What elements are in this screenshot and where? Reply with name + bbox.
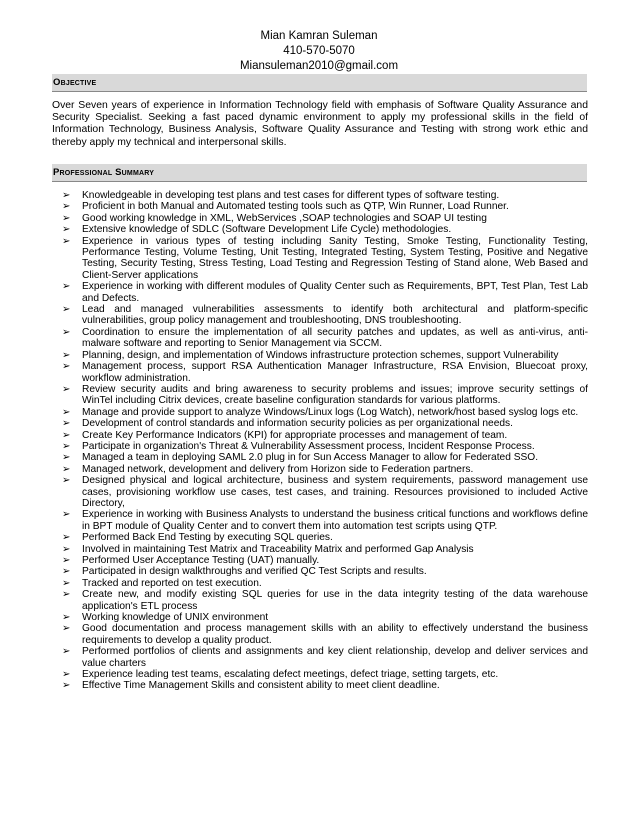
- summary-list-item: [52, 464, 588, 475]
- arrow-bullet-icon: ➢: [62, 235, 71, 247]
- summary-item-text: Extensive knowledge of SDLC (Software Development Life Cycle) methodologies.: [82, 224, 452, 236]
- arrow-bullet-icon: ➢: [62, 190, 71, 201]
- summary-list-item: [52, 578, 588, 589]
- arrow-bullet-icon: ➢: [62, 452, 71, 464]
- summary-item-text: Good working knowledge in XML, WebServices ,SOAP technologies and SOAP UI testing: [82, 212, 487, 224]
- summary-item-text: Performed portfolios of clients and assignments and key client relationship, develop and deliver services and value charters: [82, 646, 588, 669]
- summary-list-item: [52, 190, 588, 201]
- summary-item-text: Involved in maintaining Test Matrix and Traceability Matrix and performed Gap Analysis: [82, 543, 474, 555]
- summary-item-text: Development of control standards and information security policies as per organizational needs.: [82, 418, 513, 430]
- summary-item-text: Management process, support RSA Authentication Manager Infrastructure, RSA Envision, Bluecoat proxy, workflow administration.: [82, 361, 588, 384]
- summary-item-text: Proficient in both Manual and Automated testing tools such as QTP, Win Runner, Load Runner.: [82, 201, 509, 213]
- arrow-bullet-icon: ➢: [62, 212, 71, 224]
- summary-list-item: [52, 669, 588, 680]
- summary-item-text: Participated in design walkthroughs and verified QC Test Scripts and results.: [82, 566, 427, 578]
- summary-list-item: [52, 566, 588, 577]
- summary-item-text: Manage and provide support to analyze Windows/Linux logs (Log Watch), network/host based syslog logs etc.: [82, 406, 579, 418]
- summary-item-text: Tracked and reported on test execution.: [82, 577, 262, 589]
- summary-item-text: Create Key Performance Indicators (KPI) for appropriate processes and management of team.: [82, 429, 508, 441]
- arrow-bullet-icon: ➢: [62, 418, 71, 430]
- arrow-bullet-icon: ➢: [62, 555, 71, 566]
- summary-item-text: Good documentation and process management skills with an ability to effectively understand the business requirements to develop a quality product.: [82, 623, 588, 646]
- summary-list-item: [52, 350, 588, 361]
- summary-item-text: Managed a team in deploying SAML 2.0 plug in for Sun Access Manager to allow for Federated SSO.: [82, 452, 539, 464]
- arrow-bullet-icon: ➢: [62, 463, 71, 475]
- arrow-bullet-icon: ➢: [62, 281, 71, 293]
- summary-list-item: [52, 236, 588, 282]
- resume-header: [0, 0, 638, 74]
- summary-item-text: Experience in working with Business Analysts to understand the business critical functions and workflows define in BPT module of Quality Center and to convert them into automation test scripts using QTP.: [82, 509, 588, 532]
- summary-list-item: [52, 418, 588, 429]
- arrow-bullet-icon: ➢: [62, 623, 71, 635]
- summary-item-text: Knowledgeable in developing test plans and test cases for different types of software testing.: [82, 190, 500, 201]
- arrow-bullet-icon: ➢: [62, 532, 71, 544]
- arrow-bullet-icon: ➢: [62, 589, 71, 601]
- arrow-bullet-icon: ➢: [62, 509, 71, 521]
- summary-heading: Professional Summary: [53, 167, 155, 178]
- summary-item-text: Performed User Acceptance Testing (UAT) manually.: [82, 555, 320, 566]
- summary-list-item: [52, 384, 588, 407]
- candidate-name: Mian Kamran Suleman: [260, 30, 378, 42]
- summary-list-item: [52, 213, 588, 224]
- arrow-bullet-icon: ➢: [62, 440, 71, 452]
- arrow-bullet-icon: ➢: [62, 304, 71, 316]
- summary-list-item: [52, 201, 588, 212]
- objective-section-header: [52, 74, 587, 92]
- summary-item-text: Create new, and modify existing SQL queries for use in the data integrity testing of the data warehouse application's ETL process: [82, 589, 588, 612]
- summary-list-item: [52, 441, 588, 452]
- objective-heading: Objective: [53, 77, 97, 88]
- summary-item-text: Experience in working with different modules of Quality Center such as Requirements, BPT, Test Plan, Test Lab and Defects.: [82, 281, 588, 304]
- arrow-bullet-icon: ➢: [62, 646, 71, 658]
- arrow-bullet-icon: ➢: [62, 349, 71, 361]
- summary-list-item: [52, 555, 588, 566]
- arrow-bullet-icon: ➢: [62, 224, 71, 236]
- summary-item-text: Review security audits and bring awareness to security problems and issues; improve security settings of WinTel including Citrix devices, create baseline configuration standards for various platforms.: [82, 383, 588, 407]
- summary-list-item: [52, 304, 588, 327]
- arrow-bullet-icon: ➢: [62, 406, 71, 418]
- arrow-bullet-icon: ➢: [62, 566, 71, 578]
- summary-item-text: Experience leading test teams, escalating defect meetings, defect triage, setting targets, etc.: [82, 669, 499, 681]
- summary-item-text: Working knowledge of UNIX environment: [82, 612, 269, 624]
- summary-item-text: Lead and managed vulnerabilities assessments to identify both architectural and platform-specific vulnerabilities, group policy management and troubleshooting, DNS troubleshooting.: [82, 304, 588, 327]
- summary-item-text: Planning, design, and implementation of Windows infrastructure protection schemes, support Vulnerability: [82, 349, 559, 361]
- arrow-bullet-icon: ➢: [62, 669, 71, 681]
- arrow-bullet-icon: ➢: [62, 361, 71, 373]
- summary-item-text: Experience in various types of testing including Sanity Testing, Smoke Testing, Functionality Testing, Performance Testing, Volume Testing, Unit Testing, Integrated Testing, System Testing, Positive and Negative Testing, Security Testing, Stress Testing, Load Testing and Regression Testing of Stand alone, Web Based and Client-Server applications: [82, 235, 588, 281]
- summary-list-item: [52, 475, 588, 509]
- summary-list-item: [52, 589, 588, 612]
- summary-list-item: [52, 646, 588, 669]
- summary-list-item: [52, 532, 588, 543]
- objective-paragraph: Over Seven years of experience in Information Technology field with emphasis of Software Quality Assurance and Security Specialist. Seeking a fast paced dynamic environment to apply my professional skills in the field of Information Technology, Business Analysis, Software Quality Assurance and Testing with strong work ethic and thereby apply my technical and interpersonal skills.: [52, 100, 588, 148]
- summary-list-item: [52, 430, 588, 441]
- summary-list-item: [52, 452, 588, 463]
- summary-item-text: Coordination to ensure the implementation of all security patches and updates, as well as anti-virus, anti-malware software and reporting to Senior Management via SCCM.: [82, 326, 588, 350]
- arrow-bullet-icon: ➢: [62, 429, 71, 441]
- summary-section-header: [52, 164, 587, 182]
- summary-item-text: Managed network, development and delivery from Horizon side to Federation partners.: [82, 463, 474, 475]
- summary-item-text: Performed Back End Testing by executing SQL queries.: [82, 532, 333, 544]
- summary-item-text: Participate in organization's Threat & Vulnerability Assessment process, Incident Response Process.: [82, 440, 535, 452]
- summary-list-item: [52, 224, 588, 235]
- arrow-bullet-icon: ➢: [62, 680, 71, 692]
- summary-item-text: Designed physical and logical architecture, business and system requirements, password management use cases, provisioning workflow use cases, test cases, and training. Resources provisioned to included Active Directory,: [82, 475, 588, 509]
- arrow-bullet-icon: ➢: [62, 577, 71, 589]
- summary-list-item: [52, 327, 588, 350]
- arrow-bullet-icon: ➢: [62, 383, 71, 395]
- summary-item-text: Effective Time Management Skills and consistent ability to meet client deadline.: [82, 680, 440, 692]
- arrow-bullet-icon: ➢: [62, 475, 71, 487]
- summary-list-item: [52, 509, 588, 532]
- candidate-phone: 410-570-5070: [283, 45, 355, 57]
- summary-list-item: [52, 407, 588, 418]
- arrow-bullet-icon: ➢: [62, 543, 71, 555]
- summary-list-item: [52, 544, 588, 555]
- candidate-email[interactable]: Miansuleman2010@gmail.com: [239, 60, 399, 72]
- summary-list: [52, 190, 588, 692]
- arrow-bullet-icon: ➢: [62, 201, 71, 213]
- summary-list-item: [52, 281, 588, 304]
- summary-list-item: [52, 361, 588, 384]
- arrow-bullet-icon: ➢: [62, 612, 71, 624]
- summary-list-item: [52, 612, 588, 623]
- arrow-bullet-icon: ➢: [62, 326, 71, 338]
- summary-list-item: [52, 680, 588, 691]
- summary-list-item: [52, 623, 588, 646]
